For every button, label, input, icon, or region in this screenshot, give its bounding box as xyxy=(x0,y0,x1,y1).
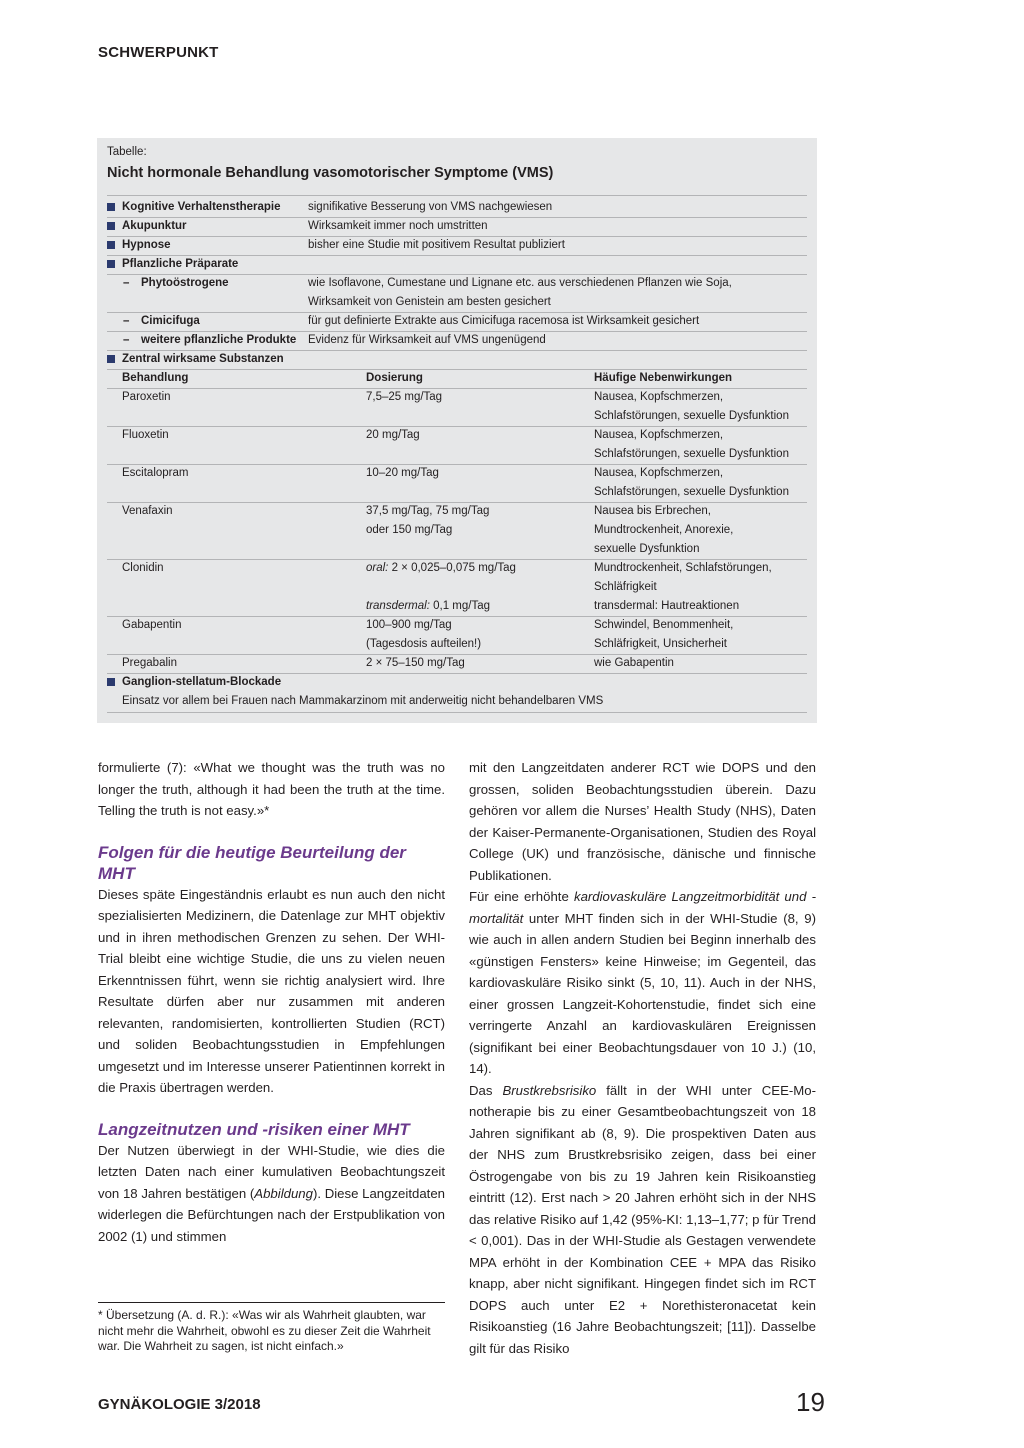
table-row xyxy=(107,445,807,464)
table-box xyxy=(97,138,817,723)
drug-dose: 37,5 mg/Tag, 75 mg/Tag xyxy=(366,505,490,517)
drug-effects: Schlafstörungen, sexuelle Dysfunktion xyxy=(594,410,789,422)
subcategory-label: Cimicifuga xyxy=(141,315,200,327)
dash-marker: – xyxy=(123,334,130,346)
paragraph xyxy=(469,886,816,1080)
column-header: Behandlung xyxy=(122,372,189,384)
drug-dose: 7,5–25 mg/Tag xyxy=(366,391,443,403)
text-run: Der Nutzen überwiegt in der WHI-Studie, wie dies die letzten Daten nach einer kumulativen Beobachtungszeit von 18 Jahren bestätigen ( xyxy=(98,1142,445,1201)
drug-effects: Schwindel, Benommenheit, xyxy=(594,619,734,631)
table-row xyxy=(107,293,807,312)
table-row xyxy=(107,521,807,540)
footnote-divider xyxy=(98,1302,445,1303)
route-label: oral: xyxy=(366,562,389,574)
drug-dose: 10–20 mg/Tag xyxy=(366,467,439,479)
table-row xyxy=(107,407,807,426)
column-header: Häufige Nebenwirkungen xyxy=(594,372,733,384)
drug-dose: 20 mg/Tag xyxy=(366,429,420,441)
drug-name: Paroxetin xyxy=(122,391,171,403)
drug-dose: oder 150 mg/Tag xyxy=(366,524,453,536)
table-row xyxy=(107,597,807,616)
emphasis: kardiovaskuläre Langzeitmorbidität und -mortalität xyxy=(469,889,816,926)
drug-effects: Nausea bis Erbrechen, xyxy=(594,505,711,517)
text-run: Das xyxy=(469,1082,503,1098)
text-run: fällt in der WHI unter CEE-Monotherapie bis zu einer Gesamtbeobachtungszeit von 18 Jahren signifikant ab (8, 9). Die prospektiven Daten aus der NHS zum Brustkrebsrisiko zeigen, dass bei einer Östrogengabe von bis zu 19 Jahren kein Risikoanstieg eintritt (12). Erst nach > 20 Jahren erhöht sich in der NHS das relative Risiko auf 1,42 (95%-KI: 1,13–1,77; p für Trend < 0,001). Das in der WHI-Studie als Gestagen verwendete MPA erhöht in der Kombination CEE + MPA das Risiko knapp, aber nicht signifikant. Hingegen findet sich im RCT DOPS auch unter E2 + Norethisteronacetat kein Risikoanstieg (16 Jahre Beobachtungszeit; [11]). Dasselbe gilt für das Risiko xyxy=(469,1082,816,1356)
divider xyxy=(107,195,807,196)
drug-effects: Schläfrigkeit, Unsicherheit xyxy=(594,638,727,650)
dose-value: 2 × 0,025–0,075 mg/Tag xyxy=(391,562,516,574)
table-row xyxy=(107,198,807,217)
paragraph: mit den Langzeitdaten anderer RCT wie DOPS und den grossen, soliden Beobachtungsstudien überein. Dazu gehören vor allem die Nurses’ Health Study (NHS), Daten der Kaiser-Permanente-Organisationen, Studien des Royal College (UK) und französische, dänische und finnische Publikationen. xyxy=(469,760,816,883)
column-header: Dosierung xyxy=(366,372,423,384)
paragraph xyxy=(98,1140,445,1248)
divider xyxy=(107,712,807,713)
category-label: Akupunktur xyxy=(122,220,187,232)
dose-value: 0,1 mg/Tag xyxy=(433,600,491,612)
drug-effects: Mundtrockenheit, Schlafstörungen, xyxy=(594,562,772,574)
route-label: transdermal: xyxy=(366,600,430,612)
table-header-row xyxy=(107,369,807,388)
table-row xyxy=(107,540,807,559)
paragraph xyxy=(469,1080,816,1360)
subcategory-label: Phytoöstrogene xyxy=(141,277,229,289)
drug-effects: sexuelle Dysfunktion xyxy=(594,543,700,555)
left-column xyxy=(98,757,445,1247)
table-row xyxy=(107,673,807,692)
table-row xyxy=(107,559,807,578)
text-run: ). Diese Langzeitdaten widerlegen die Befürchtungen nach der Erstpublikation von 2002 (1) und stimmen xyxy=(98,1185,445,1244)
subcategory-desc: Evidenz für Wirksamkeit auf VMS ungenügend xyxy=(308,334,546,346)
text-run: Für eine erhöhte xyxy=(469,889,574,904)
bullet-square-icon xyxy=(107,222,115,230)
drug-name: Escitalopram xyxy=(122,467,189,479)
drug-dose: 100–900 mg/Tag xyxy=(366,619,452,631)
figure-reference: Abbildung xyxy=(254,1185,313,1201)
dash-marker: – xyxy=(123,277,130,289)
drug-effects: Nausea, Kopfschmerzen, xyxy=(594,429,724,441)
drug-effects: Schlafstörungen, sexuelle Dysfunktion xyxy=(594,448,789,460)
drug-dose xyxy=(366,559,516,578)
drug-effects: Schläfrigkeit xyxy=(594,581,657,593)
table-row xyxy=(107,217,807,236)
table-row xyxy=(107,255,807,274)
subcategory-desc: für gut definierte Extrakte aus Cimicifuga racemosa ist Wirksamkeit gesichert xyxy=(308,315,700,327)
drug-effects: Mundtrockenheit, Anorexie, xyxy=(594,524,734,536)
dash-marker: – xyxy=(123,315,130,327)
drug-name: Fluoxetin xyxy=(122,429,169,441)
table-row xyxy=(107,635,807,654)
drug-effects: Nausea, Kopfschmerzen, xyxy=(594,467,724,479)
drug-dose: 2 × 75–150 mg/Tag xyxy=(366,657,465,669)
drug-name: Clonidin xyxy=(122,562,164,574)
emphasis: Brustkrebsrisiko xyxy=(502,1082,597,1098)
category-desc: bisher eine Studie mit positivem Resultat publiziert xyxy=(308,239,565,251)
drug-effects: transdermal: Hautreaktionen xyxy=(594,600,740,612)
bullet-square-icon xyxy=(107,241,115,249)
category-label: Kognitive Verhaltenstherapie xyxy=(122,201,281,213)
bullet-square-icon xyxy=(107,355,115,363)
right-column xyxy=(469,757,816,1359)
section-heading: Langzeitnutzen und -risiken einer MHT xyxy=(98,1119,410,1139)
journal-issue: GYNÄKOLOGIE 3/2018 xyxy=(98,1396,261,1413)
table-row xyxy=(107,426,807,445)
drug-dose xyxy=(366,597,490,616)
table-row xyxy=(107,578,807,597)
category-label: Pflanzliche Präparate xyxy=(122,258,239,270)
table-row xyxy=(107,483,807,502)
paragraph: Dieses späte Eingeständnis erlaubt es nun auch den nicht spezialisierten Medizinern, die Datenlage zur MHT objektiv und in ihren methodischen Grenzen zu sehen. Der WHI-Trial bleibt eine wichtige Studie, die uns zu vielen neuen Erkenntnissen führt, wenn sie richtig analysiert wird. Ihre Resultate dürfen aber nur zusammen mit anderen relevanten, randomisierten, kontrollierten Studien (RCT) und soliden Beobachtungsstudien in Empfehlungen umgesetzt und im Interesse unserer Patientinnen korrekt in die Praxis übertragen werden. xyxy=(98,886,445,1095)
category-label: Zentral wirksame Substanzen xyxy=(122,353,284,365)
drug-name: Gabapentin xyxy=(122,619,182,631)
footnote: * Übersetzung (A. d. R.): «Was wir als Wahrheit glaubten, war nicht mehr die Wahrheit, obwohl es zu dieser Zeit die Wahrheit war. Die Wahrheit zu sagen, ist nicht einfach.» xyxy=(98,1308,431,1353)
category-label: Ganglion-stellatum-Blockade xyxy=(122,676,282,688)
table-row xyxy=(107,236,807,255)
table-kicker: Tabelle: xyxy=(107,146,147,158)
table-row xyxy=(107,616,807,635)
page-number: 19 xyxy=(796,1387,825,1417)
subcategory-label: weitere pflanzliche Produkte xyxy=(141,334,297,346)
table-row xyxy=(107,654,807,673)
table-row xyxy=(107,331,807,350)
text-run: unter MHT finden sich in der WHI-Studie (8, 9) wie auch in allen andern Studien bei Beginn innerhalb des «günstigen Fensters» keine Hinweise; im Gegenteil, das kardiovaskuläre Risiko sinkt (5, 10, 11). Auch in der NHS, einer grossen Langzeit-Kohortenstudie, findet sich eine verringerte Anzahl an kardiovaskulären Ereignissen (signifikant bei einer Beobachtungsdauer von 10 J.) (10, 14). xyxy=(469,910,816,1076)
section-label: SCHWERPUNKT xyxy=(98,44,219,61)
category-desc: Einsatz vor allem bei Frauen nach Mammakarzinom mit anderweitig nicht behandelbaren VMS xyxy=(122,695,604,707)
drug-name: Venafaxin xyxy=(122,505,173,517)
table-title: Nicht hormonale Behandlung vasomotorischer Symptome (VMS) xyxy=(107,165,554,181)
table-row xyxy=(107,312,807,331)
bullet-square-icon xyxy=(107,260,115,268)
paragraph: formulierte (7): «What we thought was the truth was no longer the truth, although it had been the truth at the time. Telling the truth is not easy.»* xyxy=(98,760,445,818)
bullet-square-icon xyxy=(107,203,115,211)
drug-effects: wie Gabapentin xyxy=(594,657,674,669)
drug-dose: (Tagesdosis aufteilen!) xyxy=(366,638,482,650)
category-desc: Wirksamkeit immer noch umstritten xyxy=(308,220,488,232)
table-row xyxy=(107,502,807,521)
bullet-square-icon xyxy=(107,678,115,686)
table-row xyxy=(107,388,807,407)
drug-name: Pregabalin xyxy=(122,657,177,669)
table-row xyxy=(107,350,807,369)
subcategory-desc: wie Isoflavone, Cumestane und Lignane etc. aus verschiedenen Pflanzen wie Soja, xyxy=(308,277,732,289)
table-row xyxy=(107,692,807,711)
drug-effects: Nausea, Kopfschmerzen, xyxy=(594,391,724,403)
table-row xyxy=(107,274,807,293)
category-label: Hypnose xyxy=(122,239,171,251)
drug-effects: Schlafstörungen, sexuelle Dysfunktion xyxy=(594,486,789,498)
table-row xyxy=(107,464,807,483)
section-heading: Folgen für die heutige Beurteilung der MHT xyxy=(98,842,406,883)
subcategory-desc: Wirksamkeit von Genistein am besten gesichert xyxy=(308,296,551,308)
category-desc: signifikative Besserung von VMS nachgewiesen xyxy=(308,201,553,213)
